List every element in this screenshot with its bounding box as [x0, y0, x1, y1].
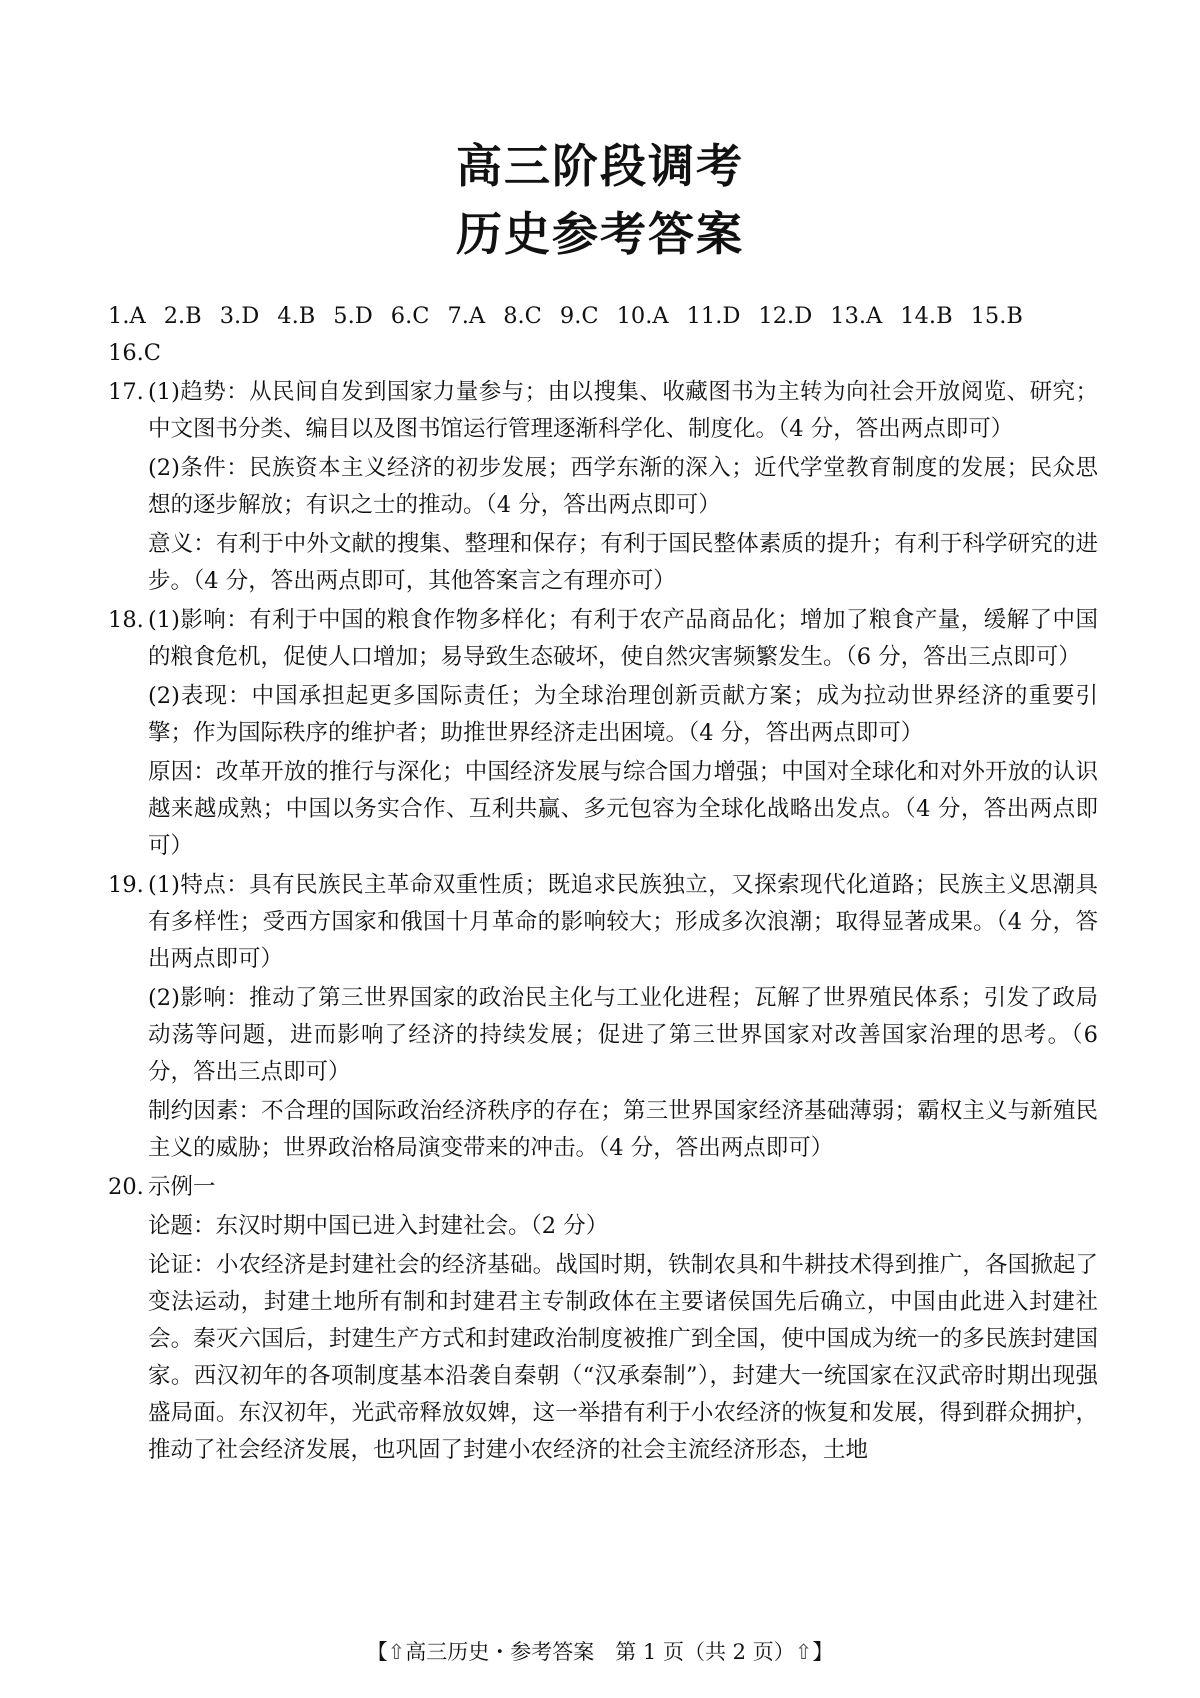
- footer-right-bracket: 】: [812, 1640, 834, 1664]
- answer-paragraph: (2)条件：民族资本主义经济的初步发展；西学东渐的深入；近代学堂教育制度的发展；民众思想的逐步解放；有识之士的推动。（4 分，答出两点即可）: [148, 455, 1098, 518]
- choice-answer: 15.B: [970, 303, 1023, 329]
- answer-paragraph: 示例一: [148, 1174, 216, 1200]
- footer-left-bracket: 【: [366, 1640, 388, 1664]
- choice-answer: 14.B: [900, 303, 953, 329]
- answer-paragraph: (1)特点：具有民族民主革命双重性质；既追求民族独立，又探索现代化道路；民族主义思潮具有多样性；受西方国家和俄国十月革命的影响较大；形成多次浪潮；取得显著成果。（4 分，答出两点即可）: [148, 872, 1098, 972]
- answer-paragraph: 论题：东汉时期中国已进入封建社会。（2 分）: [148, 1213, 609, 1239]
- question-body: [148, 1169, 1098, 1471]
- answer-paragraph: 意义：有利于中外文献的搜集、整理和保存；有利于国民整体素质的提升；有利于科学研究的进步。（4 分，答出两点即可，其他答案言之有理亦可）: [148, 531, 1098, 594]
- question-number: 18.: [108, 607, 144, 633]
- question-17: [108, 374, 1098, 602]
- answer-content: [108, 298, 1098, 1471]
- choice-answer: 11.D: [686, 303, 741, 329]
- question-body: [148, 867, 1098, 1169]
- choice-answer: 6.C: [390, 303, 430, 329]
- question-body: [148, 602, 1098, 867]
- choice-answer: 4.B: [277, 303, 316, 329]
- question-number: 19.: [108, 872, 144, 898]
- choice-answer: 13.A: [830, 303, 883, 329]
- question-number: 20.: [108, 1174, 144, 1200]
- answer-paragraph: (2)影响：推动了第三世界国家的政治民主化与工业化进程；瓦解了世界殖民体系；引发了政局动荡等问题，进而影响了经济的持续发展；促进了第三世界国家对改善国家治理的思考。（6 分，答出三点即可）: [148, 985, 1098, 1085]
- page-footer: [0, 1636, 1200, 1666]
- choice-answers: [108, 298, 1098, 372]
- title-block: [0, 0, 1200, 268]
- choice-answer: 16.C: [108, 340, 161, 366]
- page-title-line2: 历史参考答案: [456, 207, 744, 261]
- page-title-line1: 高三阶段调考: [456, 139, 744, 193]
- question-19: [108, 867, 1098, 1169]
- answer-paragraph: 论证：小农经济是封建社会的经济基础。战国时期，铁制农具和牛耕技术得到推广，各国掀起了变法运动，封建土地所有制和封建君主专制政体在主要诸侯国先后确立，中国由此进入封建社会。秦灭六国后，封建生产方式和封建政治制度被推广到全国，使中国成为统一的多民族封建国家。西汉初年的各项制度基本沿袭自秦朝（“汉承秦制”），封建大一统国家在汉武帝时期出现强盛局面。东汉初年，光武帝释放奴婢，这一举措有利于小农经济的恢复和发展，得到群众拥护，推动了社会经济发展，也巩固了封建小农经济的社会主流经济形态，土地: [148, 1252, 1098, 1463]
- choice-answer: 7.A: [447, 303, 486, 329]
- answer-paragraph: (1)影响：有利于中国的粮食作物多样化；有利于农产品商品化；增加了粮食产量，缓解了中国的粮食危机，促使人口增加；易导致生态破坏，使自然灾害频繁发生。（6 分，答出三点即可）: [148, 607, 1098, 670]
- answer-paragraph: 制约因素：不合理的国际政治经济秩序的存在；第三世界国家经济基础薄弱；霸权主义与新殖民主义的威胁；世界政治格局演变带来的冲击。（4 分，答出两点即可）: [148, 1098, 1098, 1161]
- answer-paragraph: 原因：改革开放的推行与深化；中国经济发展与综合国力增强；中国对全球化和对外开放的认识越来越成熟；中国以务实合作、互利共赢、多元包容为全球化战略出发点。（4 分，答出两点即可）: [148, 759, 1098, 859]
- choice-answer: 1.A: [108, 303, 146, 329]
- question-number: 17.: [108, 379, 144, 405]
- question-20: [108, 1169, 1098, 1471]
- choice-answer: 2.B: [163, 303, 202, 329]
- choice-answer: 5.D: [333, 303, 373, 329]
- question-list: [108, 374, 1098, 1471]
- choice-answer: 9.C: [559, 303, 599, 329]
- choice-answer: 3.D: [219, 303, 260, 329]
- choice-answer: 10.A: [616, 303, 669, 329]
- question-body: [148, 374, 1098, 602]
- up-arrow-icon: ⇧: [387, 1640, 406, 1664]
- choice-answer: 12.D: [758, 303, 813, 329]
- question-18: [108, 602, 1098, 867]
- answer-paragraph: (1)趋势：从民间自发到国家力量参与；由以搜集、收藏图书为主转为向社会开放阅览、研究；中文图书分类、编目以及图书馆运行管理逐渐科学化、制度化。（4 分，答出两点即可）: [148, 379, 1098, 442]
- choice-answer: 8.C: [503, 303, 542, 329]
- footer-text: 高三历史・参考答案 第 1 页（共 2 页）: [405, 1640, 795, 1664]
- up-arrow-icon: ⇧: [794, 1640, 813, 1664]
- answer-paragraph: (2)表现：中国承担起更多国际责任；为全球治理创新贡献方案；成为拉动世界经济的重要引擎；作为国际秩序的维护者；助推世界经济走出困境。（4 分，答出两点即可）: [148, 683, 1098, 746]
